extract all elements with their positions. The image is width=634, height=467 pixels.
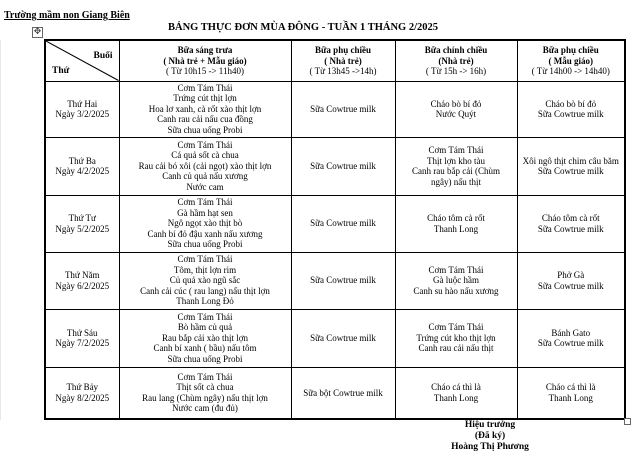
column-title: Bữa sáng trưa: [177, 45, 233, 55]
menu-item: Cháo tôm cà rốt: [427, 213, 485, 223]
school-name: Trường mầm non Giang Biên: [4, 10, 130, 21]
menu-cell: [517, 81, 625, 137]
menu-item: Nước cam (đu đủ): [172, 403, 238, 414]
column-subtitle: ( Nhà trẻ + Mẫu giáo): [163, 55, 247, 66]
menu-cell: [517, 137, 625, 195]
menu-cell: [517, 252, 625, 309]
day-name: Thứ Hai: [67, 98, 98, 109]
menu-item: Cháo tôm cà rốt: [541, 213, 600, 223]
menu-item: Gà hầm hạt sen: [177, 207, 233, 218]
menu-item: Rau lang (Chùm ngây) nấu thịt lợn: [142, 392, 268, 403]
day-cell: [45, 81, 119, 137]
day-name: Thứ Ba: [68, 155, 96, 166]
menu-cell: [291, 252, 395, 309]
menu-cell: [395, 309, 517, 367]
menu-cell: [395, 252, 517, 309]
menu-cell: [517, 309, 625, 367]
signer-role: Hiệu trưởng: [464, 420, 516, 430]
column-title: Bữa phụ chiều: [542, 45, 599, 55]
table-row: [45, 252, 625, 309]
menu-item: Canh bí xanh ( bầu) nấu tôm: [153, 343, 257, 354]
menu-item: Xôi ngô thịt chim câu băm: [522, 155, 619, 166]
menu-item: Thanh Long: [433, 223, 479, 234]
menu-item: Canh bí đỏ đậu xanh nấu xương: [147, 228, 263, 239]
menu-item: Cá quả sốt cà chua: [171, 150, 239, 161]
menu-cell: [291, 367, 395, 419]
menu-item: Cơm Tám Thái: [428, 322, 484, 333]
column-time: ( Từ 10h15 -> 11h40): [166, 66, 244, 76]
day-date: Ngày 5/2/2025: [55, 223, 110, 234]
menu-item: Bánh Gato: [551, 327, 591, 338]
table-row: [45, 309, 625, 367]
menu-item: Canh cải cúc ( rau lang) nấu thịt lợn: [140, 285, 270, 296]
menu-item: Sữa Cowtrue milk: [537, 223, 604, 234]
session-label: Buổi: [93, 51, 113, 61]
menu-table: [44, 39, 626, 420]
menu-cell: [395, 137, 517, 195]
column-subtitle: (Nhà trẻ): [438, 55, 474, 66]
day-name: Thứ Sáu: [66, 327, 98, 338]
menu-item: Thịt lợn kho tàu: [426, 155, 485, 166]
menu-item: Sữa Cowtrue milk: [537, 338, 604, 348]
menu-cell: [119, 81, 291, 137]
menu-item: Canh su hào nấu xương: [413, 285, 499, 296]
day-date: Ngày 3/2/2025: [55, 109, 110, 119]
menu-item: Gà luộc hầm: [433, 275, 479, 286]
column-title: Bữa chính chiều: [424, 45, 488, 55]
menu-item: Sữa Cowtrue milk: [537, 109, 604, 119]
column-header: [517, 40, 625, 81]
menu-cell: [395, 195, 517, 252]
menu-item: Thanh Long: [433, 392, 479, 403]
menu-item: Sữa chua uống Probi: [167, 353, 243, 364]
menu-cell: [395, 81, 517, 137]
corner-cell: [45, 40, 119, 81]
column-time: ( Từ 15h -> 16h): [425, 66, 487, 76]
day-name: Thứ Năm: [64, 270, 100, 280]
menu-item: Phở Gà: [557, 270, 585, 280]
day-date: Ngày 8/2/2025: [55, 392, 110, 403]
day-date: Ngày 7/2/2025: [55, 338, 110, 348]
menu-item: Rau bắp cải xào thịt lợn: [162, 332, 248, 343]
menu-item: Cơm Tám Thái: [428, 264, 484, 275]
menu-cell: [119, 309, 291, 367]
signer-name: Hoàng Thị Phương: [451, 442, 529, 452]
menu-item: Sữa Cowtrue milk: [310, 160, 376, 171]
menu-cell: [119, 195, 291, 252]
menu-item: Củ quả xào ngũ sắc: [169, 275, 241, 286]
menu-item: Canh rau bắp cải (Chùm: [412, 166, 500, 176]
table-row: [45, 367, 625, 419]
day-label: Thứ: [52, 66, 70, 76]
menu-item: Bò hầm củ quả: [177, 322, 233, 333]
menu-item: Cơm Tám Thái: [177, 371, 233, 382]
menu-item: Nước cam: [186, 181, 224, 192]
menu-cell: [119, 252, 291, 309]
menu-cell: [291, 81, 395, 137]
menu-item: Canh củ quả nấu xương: [162, 171, 248, 182]
menu-item: Trứng cút thịt lợn: [173, 93, 237, 104]
menu-cell: [517, 367, 625, 419]
menu-item: Cháo bò bí đỏ: [430, 98, 482, 109]
menu-item: Sữa chua uống Probi: [167, 124, 243, 135]
table-row: [45, 195, 625, 252]
menu-item: Cơm Tám Thái: [177, 82, 233, 93]
menu-item: Nước Quýt: [435, 109, 477, 119]
menu-cell: [119, 367, 291, 419]
menu-item: Cơm Tám Thái: [177, 197, 233, 208]
page-title: BẢNG THỰC ĐƠN MÙA ĐÔNG - TUẦN 1 THÁNG 2/2025: [168, 22, 439, 33]
menu-item: Cơm Tám Thái: [177, 254, 233, 265]
menu-item: Hoa lơ xanh, cà rốt xào thịt lợn: [148, 103, 262, 114]
menu-item: Canh rau cải nấu thịt: [418, 343, 494, 354]
column-subtitle: ( Mẫu giáo): [548, 55, 593, 66]
menu-item: Sữa Cowtrue milk: [310, 103, 376, 114]
menu-item: Sữa bột Cowtrue milk: [303, 387, 383, 398]
table-resize-handle[interactable]: [624, 418, 631, 425]
column-time: ( Từ 13h45 ->14h): [309, 66, 377, 76]
day-cell: [45, 195, 119, 252]
day-cell: [45, 252, 119, 309]
menu-cell: [291, 309, 395, 367]
table-row: [45, 81, 625, 137]
column-header: [395, 40, 517, 81]
menu-item: Sữa Cowtrue milk: [537, 280, 604, 291]
menu-cell: [395, 367, 517, 419]
menu-item: Cháo bò bí đỏ: [545, 98, 597, 109]
menu-item: Canh rau cải nấu cua đồng: [157, 114, 253, 125]
day-cell: [45, 367, 119, 419]
column-header: [119, 40, 291, 81]
table-move-handle-icon[interactable]: ✥: [33, 27, 42, 37]
day-name: Thứ Tư: [68, 213, 96, 223]
menu-item: Rau cải bó xôi (cải ngọt) xào thịt lợn: [138, 160, 272, 171]
menu-item: Thanh Long Đỏ: [176, 296, 234, 307]
menu-item: Cơm Tám Thái: [177, 139, 233, 150]
menu-item: ngây) nấu thịt: [431, 176, 481, 187]
day-cell: [45, 137, 119, 195]
column-subtitle: ( Nhà trẻ): [324, 55, 362, 66]
day-date: Ngày 6/2/2025: [55, 280, 110, 291]
menu-item: Tôm, thịt lợn rim: [173, 264, 237, 275]
signed-note: (Đã ký): [474, 431, 506, 441]
menu-item: Cháo cá thì là: [545, 382, 596, 393]
menu-item: Thịt sốt cà chua: [176, 382, 234, 393]
menu-item: Thanh Long: [548, 392, 593, 403]
menu-item: Trứng cút kho thịt lợn: [416, 332, 496, 343]
menu-item: Cơm Tám Thái: [177, 311, 233, 322]
header-row: [45, 40, 625, 81]
menu-item: Sữa Cowtrue milk: [310, 275, 376, 286]
signature-block: [420, 420, 560, 453]
day-name: Thứ Bảy: [66, 382, 99, 393]
margin-guide: [0, 40, 1, 420]
column-time: ( Từ 14h00 -> 14h40): [531, 66, 610, 76]
day-date: Ngày 4/2/2025: [55, 166, 110, 176]
table-row: [45, 137, 625, 195]
menu-item: Ngô ngọt xào thịt bò: [167, 218, 243, 229]
menu-cell: [291, 195, 395, 252]
menu-cell: [517, 195, 625, 252]
day-cell: [45, 309, 119, 367]
menu-item: Cơm Tám Thái: [428, 145, 484, 155]
menu-item: Sữa Cowtrue milk: [537, 166, 604, 176]
menu-item: Sữa Cowtrue milk: [310, 332, 376, 343]
menu-item: Cháo cá thì là: [431, 382, 481, 393]
column-title: Bữa phụ chiều: [315, 45, 371, 55]
menu-cell: [119, 137, 291, 195]
menu-cell: [291, 137, 395, 195]
column-header: [291, 40, 395, 81]
menu-body: [45, 81, 625, 419]
menu-item: Sữa chua uống Probi: [167, 239, 243, 250]
menu-item: Sữa Cowtrue milk: [310, 218, 376, 229]
